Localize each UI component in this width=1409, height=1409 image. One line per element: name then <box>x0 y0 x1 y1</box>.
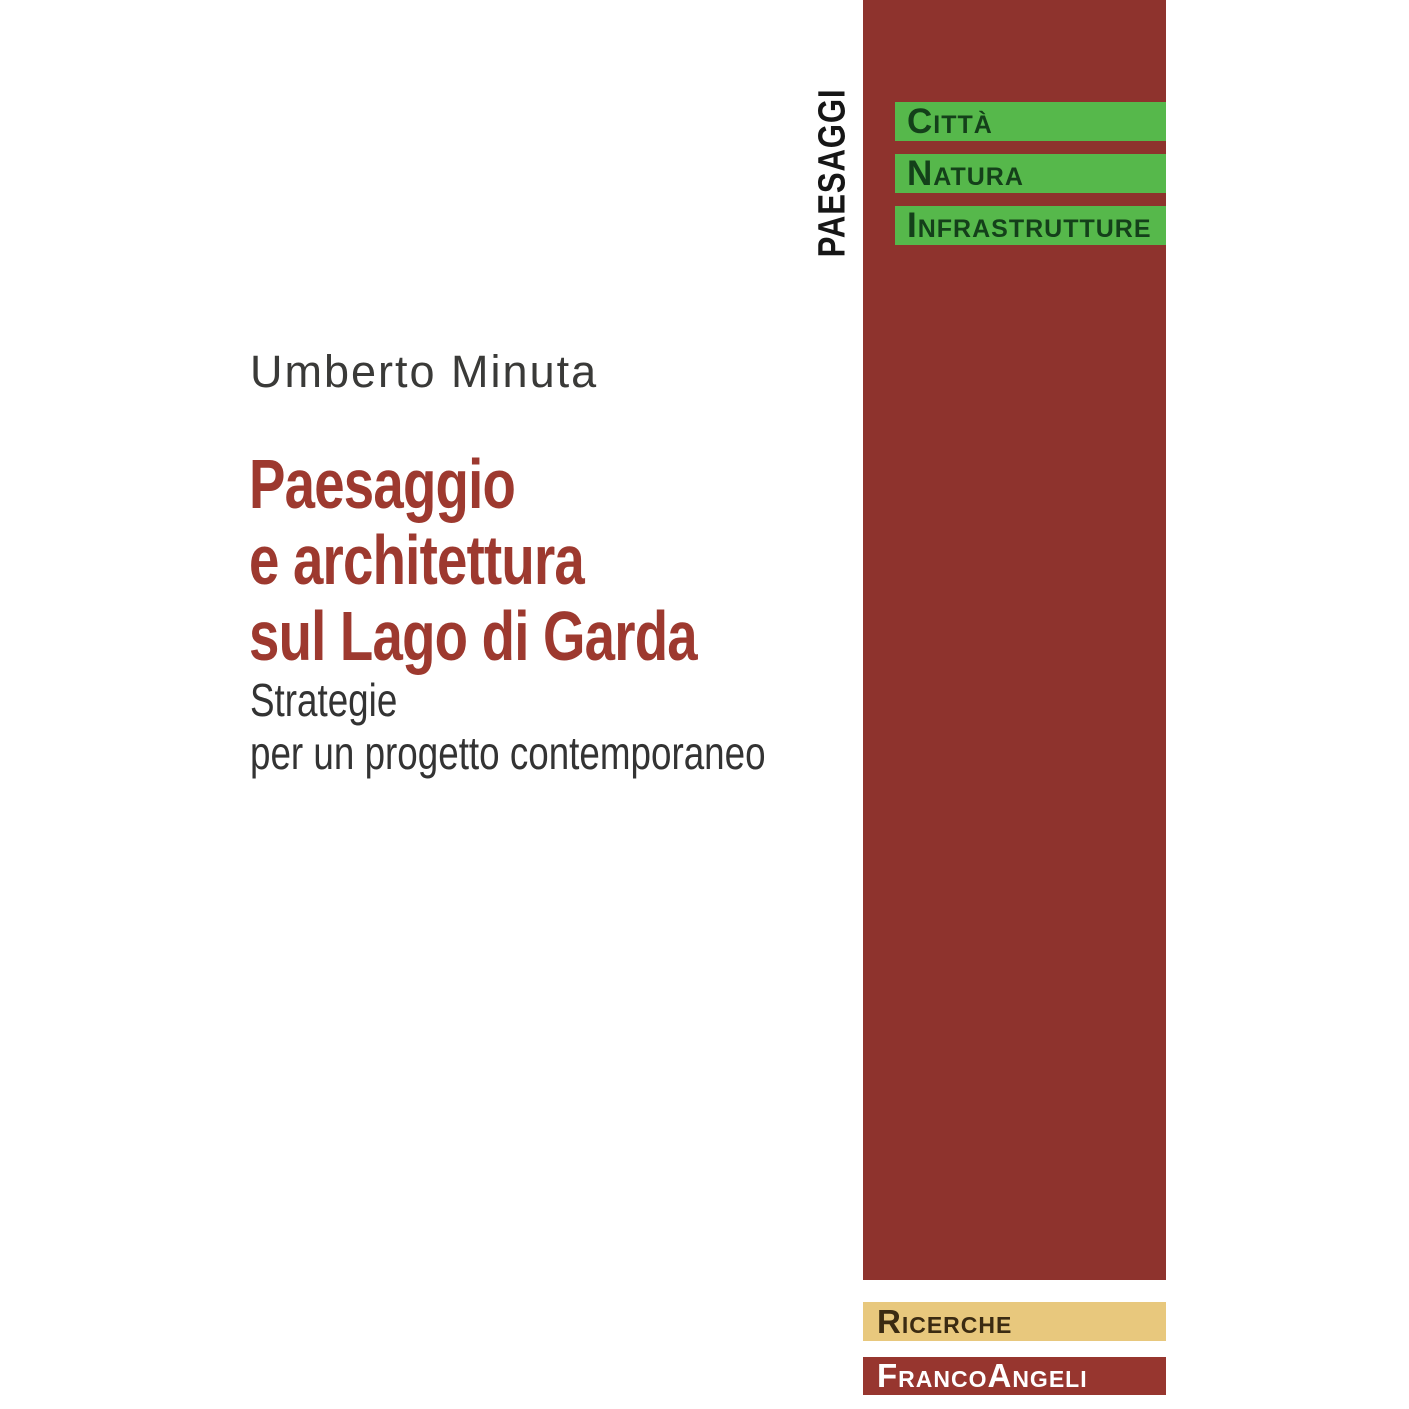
author-name: Umberto Minuta <box>250 346 599 397</box>
book-title-line-3: sul Lago di Garda <box>249 597 697 675</box>
book-title-line-1: Paesaggio <box>249 445 516 523</box>
series-tag-citta: Città <box>895 102 1166 141</box>
series-tag-natura: Natura <box>895 154 1166 193</box>
publisher-logo-band: FrancoAngeli <box>863 1357 1166 1395</box>
book-subtitle-line-1: Strategie <box>250 674 398 726</box>
book-subtitle-line-2: per un progetto contemporaneo <box>250 727 766 779</box>
book-title <box>249 446 697 674</box>
series-vertical-title: PAESAGGI <box>811 88 854 258</box>
book-subtitle <box>250 674 766 780</box>
series-tag-infrastrutture: Infrastrutture <box>895 206 1166 245</box>
book-title-line-2: e architettura <box>249 521 584 599</box>
collection-band: Ricerche <box>863 1302 1166 1341</box>
